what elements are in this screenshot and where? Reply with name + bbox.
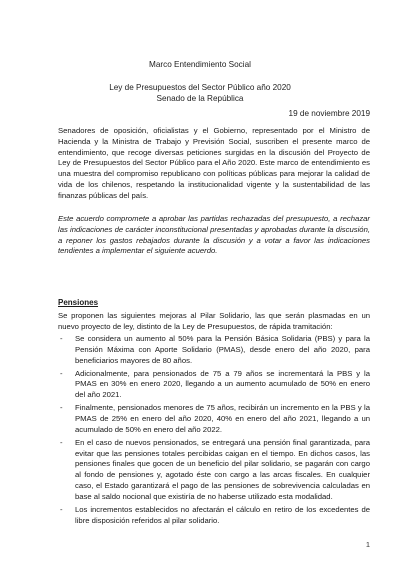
list-item [58, 334, 370, 366]
pensiones-lead-paragraph: Se proponen las siguientes mejoras al Pilar Solidario, las que serán plasmadas en un nuevo proyecto de ley, distinto de la Ley de Presupuestos, de rápida tramitación: [58, 311, 370, 331]
document-title: Marco Entendimiento Social [149, 60, 251, 69]
list-item [58, 403, 370, 435]
list-item-text: En el caso de nuevos pensionados, se entregará una pensión final garantizada, para evitar que las pensiones totales percibidas caigan en el tiempo. En dichos casos, las pensiones finales que gocen de un beneficio del pilar solidario, se pagarán con cargo al fondo de pensiones y, agotado éste con cargo a las arcas fiscales. En cualquier caso, el Estado garantizará el pago de las pensiones de sobrevivencia calculadas en base al saldo nocional que existiría de no haberse utilizado esta modalidad. [75, 437, 370, 501]
list-item-text: Adicionalmente, para pensionados de 75 a 79 años se incrementará la PBS y la PMAS en 30% en enero 2020, llegando a un aumento acumulado de 50% en enero del año 2021. [75, 368, 370, 400]
list-item [58, 369, 370, 401]
bullet-marker: - [60, 504, 63, 514]
intro-paragraph: Senadores de oposición, oficialistas y el Gobierno, representado por el Ministro de Hacienda y la Ministra de Trabajo y Previsión Social, suscriben el presente marco de entendimiento, que recoge diversas peticiones surgidas en la discusión del Proyecto de Ley de Presupuestos del Sector Público para el Año 2020. Este marco de entendimiento es una muestra del compromiso republicano con políticas públicas para mejorar la calidad de vida de los chilenos, respetando la institucionalidad vigente y la sustentabilidad de las finanzas públicas del país. [58, 126, 370, 200]
pensiones-list [58, 334, 370, 528]
bullet-marker: - [60, 334, 63, 343]
bullet-marker: - [60, 403, 63, 413]
page-number: 1 [365, 540, 370, 549]
section-heading-pensiones: Pensiones [58, 298, 99, 307]
document-date: 19 de noviembre 2019 [288, 109, 370, 118]
list-item [58, 438, 370, 503]
document-chamber: Senado de la República [156, 94, 244, 103]
list-item-text: Se considera un aumento al 50% para la Pensión Básica Solidaria (PBS) y para la Pensión Máxima con Aporte Solidario (PMAS), desde enero del año 2020, para beneficiarios mayores de 80 años. [75, 334, 370, 365]
bullet-marker: - [60, 437, 63, 447]
list-item-text: Finalmente, pensionados menores de 75 años, recibirán un incremento en la PBS y la PMAS de 25% en enero del año 2020, 40% en enero del año 2021, llegando a un acumulado de 50% en enero del año 2022. [75, 403, 370, 434]
document-subtitle: Ley de Presupuestos del Sector Público año 2020 [109, 83, 291, 92]
list-item [58, 505, 370, 527]
commitment-paragraph: Este acuerdo compromete a aprobar las partidas rechazadas del presupuesto, a rechazar las indicaciones de carácter inconstitucional presentadas y aprobadas durante la discusión, a reponer los gastos rebajados durante la discusión y a votar a favor las indicaciones tendientes a implementar el siguiente acuerdo. [58, 214, 370, 256]
bullet-marker: - [60, 368, 63, 378]
list-item-text: Los incrementos establecidos no afectarán el cálculo en retiro de los excedentes de libre disposición referidos al pilar solidario. [75, 504, 370, 525]
